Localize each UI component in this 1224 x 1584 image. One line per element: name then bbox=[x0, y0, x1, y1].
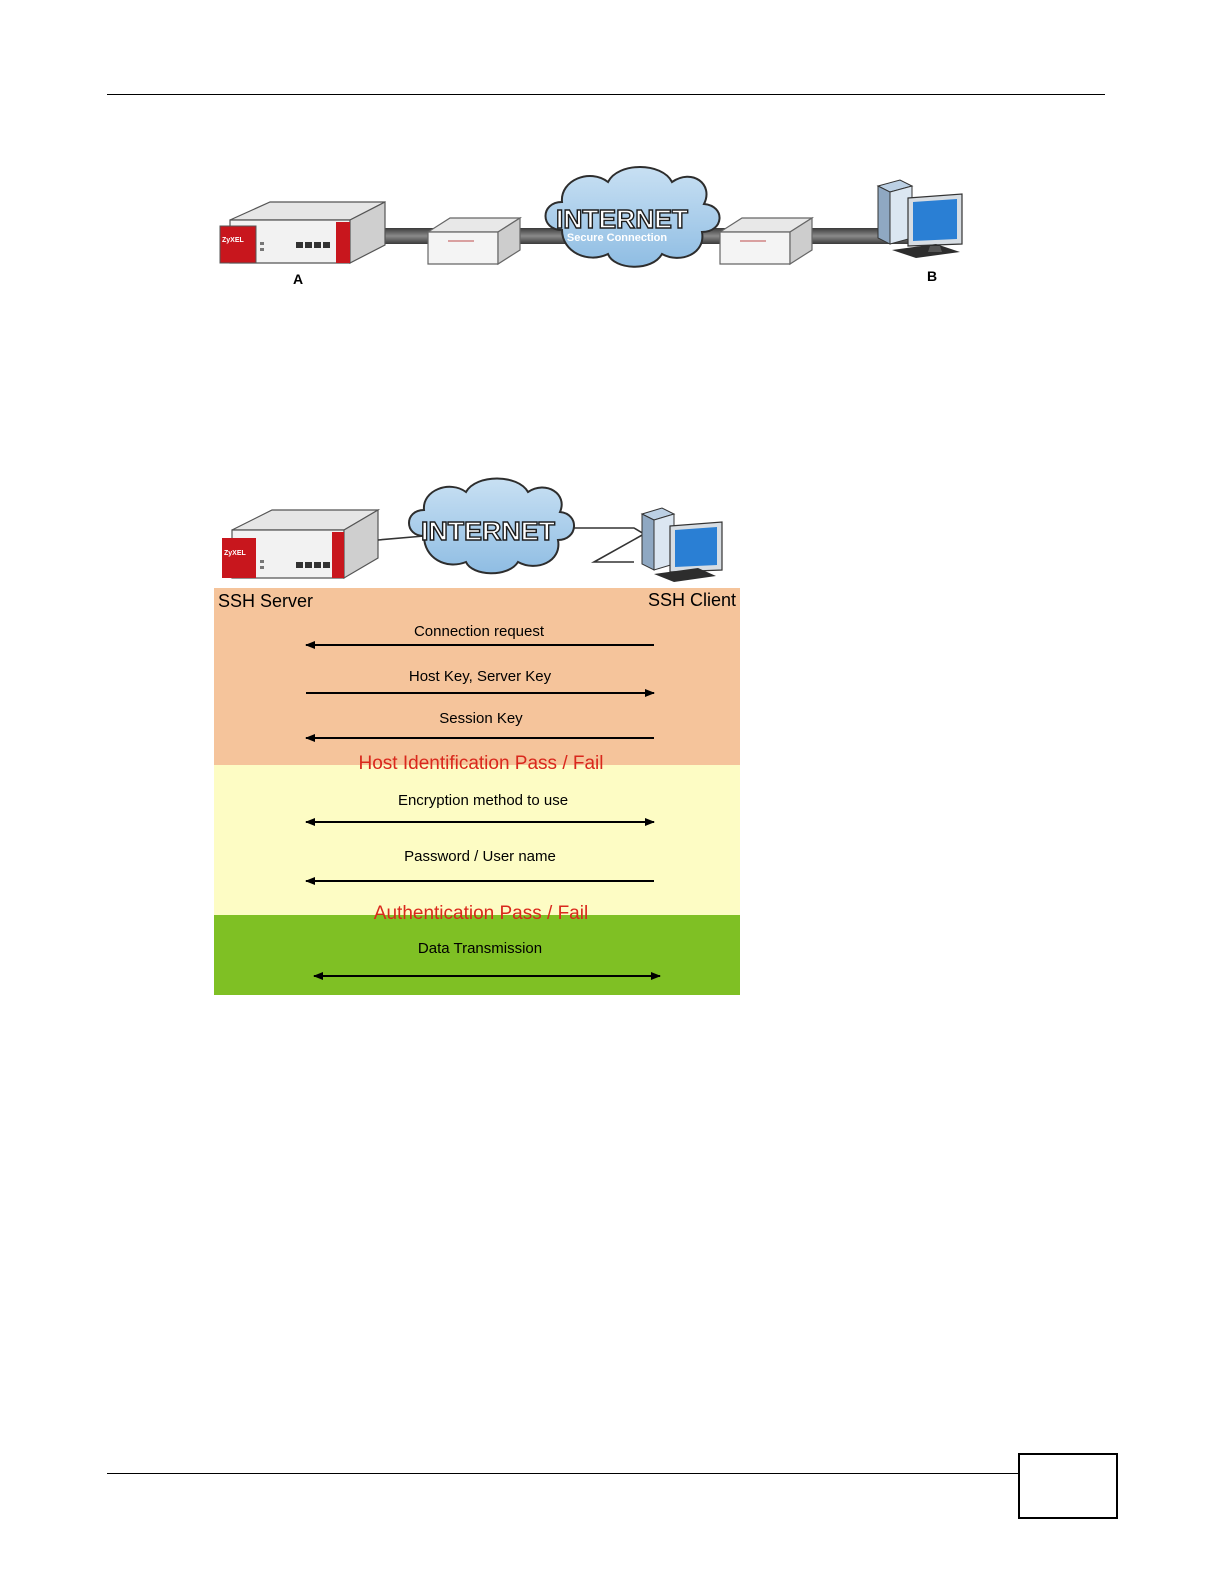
tunnel-label: Secure Connection bbox=[566, 232, 668, 244]
device-a-label: A bbox=[292, 271, 304, 287]
message-label-3: Encryption method to use bbox=[397, 792, 569, 809]
ssh-sequence-diagram bbox=[214, 478, 744, 998]
header-rule bbox=[107, 94, 1105, 95]
message-label-4: Password / User name bbox=[404, 848, 556, 865]
server-cloud-link bbox=[378, 536, 424, 540]
device-a-logo: ZyXEL bbox=[222, 237, 244, 244]
ssh-server-label: SSH Server bbox=[218, 591, 314, 611]
message-label-5: Data Transmission bbox=[417, 940, 543, 957]
secure-connection-diagram bbox=[210, 160, 980, 300]
message-label-0: Connection request bbox=[413, 623, 545, 640]
stage-result-label-1: Authentication Pass / Fail bbox=[373, 903, 589, 924]
internet-title: INTERNET bbox=[556, 204, 689, 234]
message-label-1: Host Key, Server Key bbox=[408, 668, 552, 685]
stage-authentication bbox=[214, 765, 740, 915]
zyxel-appliance-icon bbox=[220, 202, 385, 263]
modem-right-icon bbox=[720, 218, 812, 264]
message-label-2: Session Key bbox=[439, 710, 523, 727]
modem-left-icon bbox=[428, 218, 520, 264]
footer-rule bbox=[107, 1473, 1019, 1474]
device-b-label: B bbox=[926, 268, 938, 284]
stage-result-label-0: Host Identification Pass / Fail bbox=[358, 753, 604, 774]
desktop-computer-icon bbox=[878, 180, 962, 258]
ssh-server-appliance-icon bbox=[222, 510, 378, 578]
internet-title-2: INTERNET bbox=[421, 516, 556, 546]
ssh-client-computer-icon bbox=[642, 508, 722, 582]
server-device-logo: ZyXEL bbox=[224, 550, 246, 557]
ssh-client-label: SSH Client bbox=[647, 590, 736, 610]
page-number-box bbox=[1018, 1453, 1118, 1519]
